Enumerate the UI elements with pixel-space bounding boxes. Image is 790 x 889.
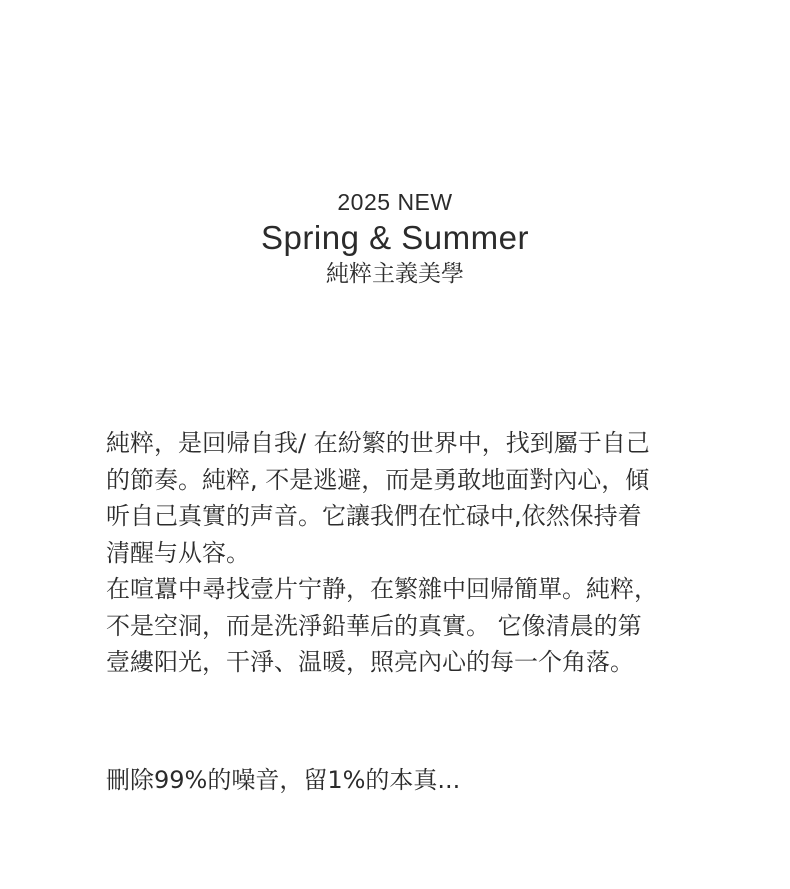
body-copy — [106, 425, 701, 681]
hero-heading — [0, 186, 790, 290]
collection-title: Spring & Summer — [261, 219, 529, 256]
paragraph-2-line: 不是空洞，而是洗淨鉛華后的真實。 它像清晨的第 — [106, 611, 642, 640]
collection-year-label: 2025 NEW — [337, 189, 453, 215]
closing-tagline: 刪除99%的噪音，留1%的本真... — [106, 766, 461, 794]
collection-subtitle: 純粹主義美學 — [326, 261, 464, 287]
paragraph-1 — [106, 425, 701, 571]
paragraph-1-line: 純粹，是回帰自我/ 在紛繁的世界中，找到屬于自己 — [106, 429, 650, 457]
paragraph-2-line: 壹縷阳光，干淨、温暖，照亮內心的每一个角落。 — [106, 648, 634, 676]
paragraph-2-line: 在喧囂中尋找壹片宁静，在繁雜中回帰簡單。純粹， — [106, 575, 658, 603]
paragraph-1-line: 听自己真實的声音。它讓我們在忙碌中,依然保持着 — [106, 502, 642, 530]
paragraph-1-line: 的節奏。純粹, 不是逃避，而是勇敢地面對內心，傾 — [106, 465, 650, 494]
paragraph-1-line: 清醒与从容。 — [106, 538, 250, 567]
paragraph-2 — [106, 571, 701, 681]
